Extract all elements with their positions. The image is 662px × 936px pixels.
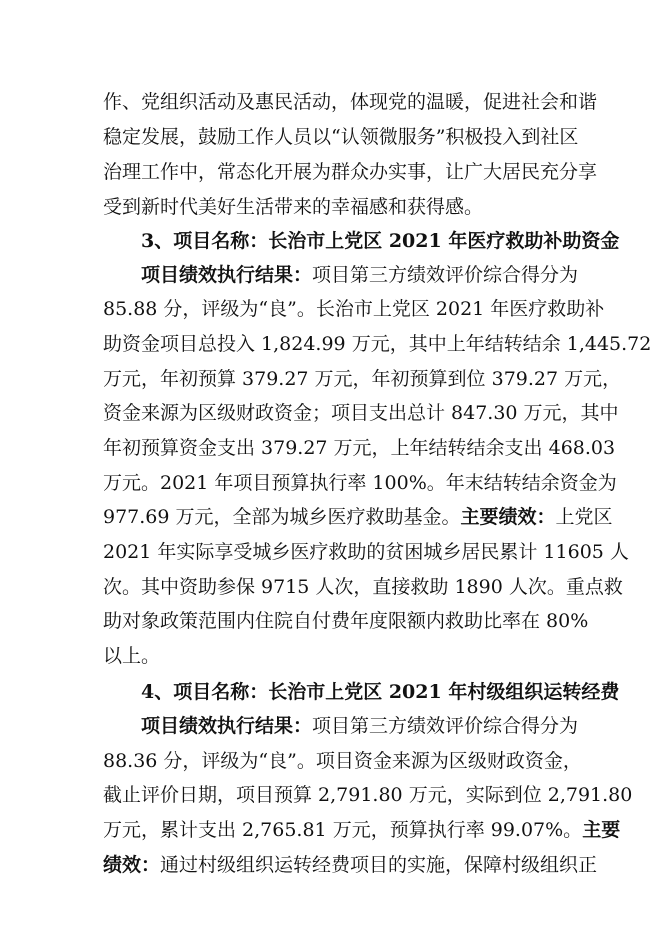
main-performance-label: 主要 [582,819,621,841]
main-performance-label: 主要绩效： [460,506,556,528]
text-line: 截止评价日期，项目预算 2,791.80 万元，实际到位 2,791.80 [103,784,633,806]
text-line: 资金来源为区级财政资金；项目支出总计 847.30 万元，其中 [103,402,619,424]
main-performance-label: 绩效： [103,854,161,876]
result-text: 项目第三方绩效评价综合得分为 [312,715,579,737]
result-label: 项目绩效执行结果： [141,264,313,286]
text-segment: 万元，累计支出 2,765.81 万元，预算执行率 99.07%。 [103,819,583,841]
text-line: 治理工作中，常态化开展为群众办实事，让广大居民充分享 [103,161,598,183]
text-segment: 上党区 [555,506,613,528]
text-line: 年初预算资金支出 379.27 万元，上年结转结余支出 468.03 [103,437,616,459]
text-line: 作、党组织活动及惠民活动，体现党的温暖，促进社会和谐 [103,91,598,113]
result-label: 项目绩效执行结果： [141,715,313,737]
text-line: 88.36 分，评级为“良”。项目资金来源为区级财政资金， [103,750,582,772]
text-line: 次。其中资助参保 9715 人次，直接救助 1890 人次。重点救 [103,576,623,598]
text-segment: 通过村级组织运转经费项目的实施，保障村级组织正 [160,854,598,876]
text-line: 万元，年初预算 379.27 万元，年初预算到位 379.27 万元， [103,368,622,390]
project-3-heading: 3、项目名称：长治市上党区 2021 年医疗救助补助资金 [141,230,620,252]
project-4-heading: 4、项目名称：长治市上党区 2021 年村级组织运转经费 [141,681,620,703]
text-line: 2021 年实际享受城乡医疗救助的贫困城乡居民累计 11605 人 [103,541,629,563]
text-line: 助资金项目总投入 1,824.99 万元，其中上年结转结余 1,445.72 [103,333,652,355]
text-line [103,817,621,843]
text-line: 稳定发展，鼓励工作人员以“认领微服务”积极投入到社区 [103,126,579,148]
text-line: 助对象政策范围内住院自付费年度限额内救助比率在 80% [103,610,589,632]
text-line [103,852,598,878]
project-4-result-line [141,713,579,739]
text-line: 以上。 [103,645,161,667]
text-segment: 977.69 万元，全部为城乡医疗救助基金。 [103,506,461,528]
project-3-result-line [141,262,579,288]
result-text: 项目第三方绩效评价综合得分为 [312,264,579,286]
text-line: 受到新时代美好生活带来的幸福感和获得感。 [103,196,484,218]
text-line: 万元。2021 年项目预算执行率 100%。年末结转结余资金为 [103,472,617,494]
text-line: 85.88 分，评级为“良”。长治市上党区 2021 年医疗救助补 [103,298,605,320]
text-line [103,504,613,530]
